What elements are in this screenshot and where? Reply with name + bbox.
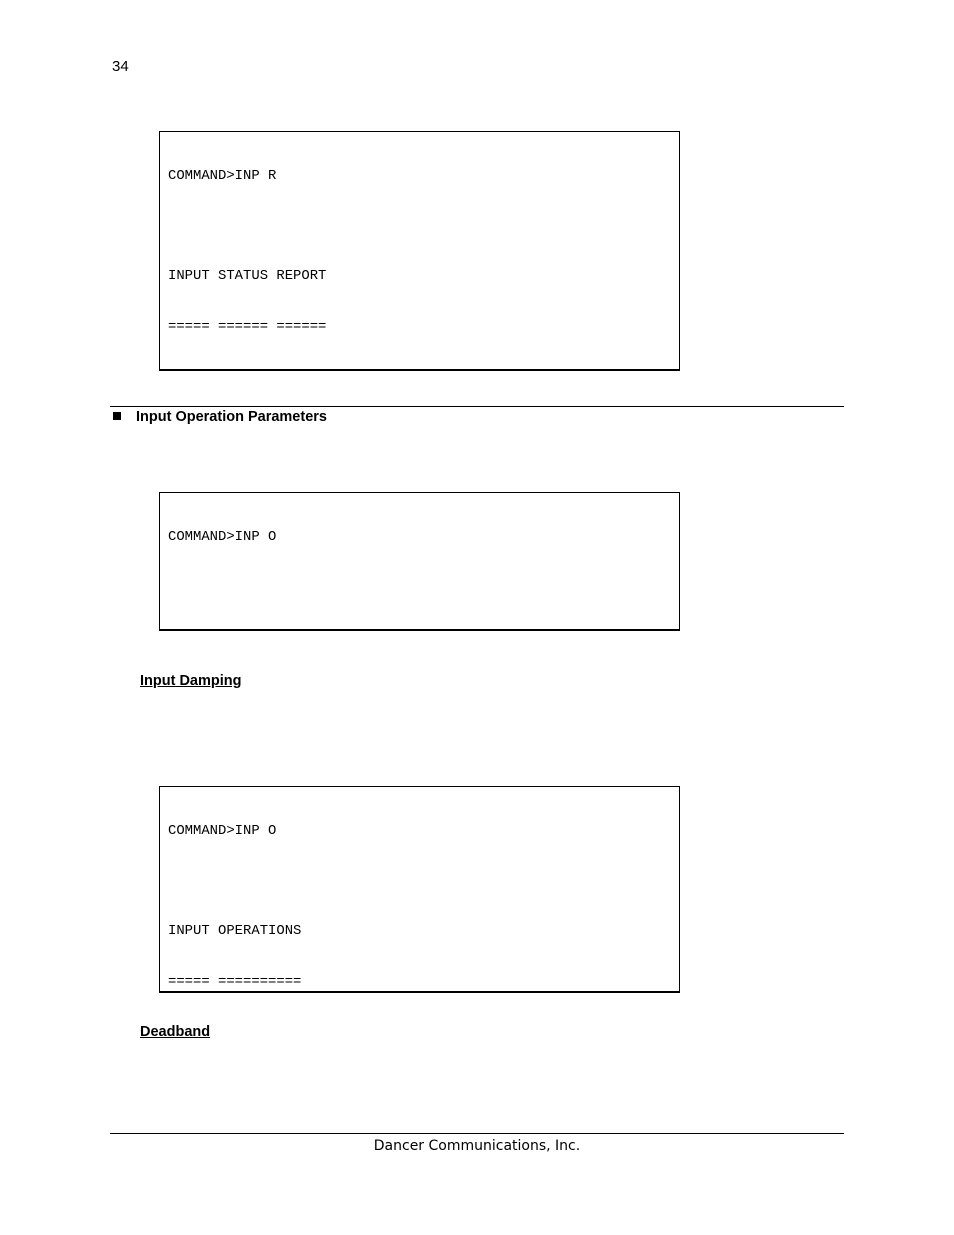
terminal-line: [168, 218, 679, 235]
input-damping-terminal: [159, 786, 680, 993]
terminal-line: COMMAND>INP O: [168, 528, 277, 545]
section-heading-text: Input Operation Parameters: [136, 409, 327, 425]
footer-company: Dancer Communications, Inc.: [373, 1138, 581, 1154]
terminal-line: INPUT STATUS REPORT: [168, 268, 327, 285]
footer-divider: [110, 1133, 844, 1134]
section-heading: [113, 409, 327, 425]
input-damping-heading: Input Damping: [140, 673, 242, 689]
terminal-line: COMMAND>INP R: [168, 167, 277, 184]
square-bullet-icon: [113, 412, 121, 420]
terminal-line: ===== ==========: [168, 973, 302, 990]
terminal-line: [168, 369, 679, 371]
terminal-line: COMMAND>INP O: [168, 822, 277, 839]
page-number: 34: [112, 58, 129, 75]
terminal-line: INPUT OPERATIONS: [168, 923, 302, 940]
input-status-report-terminal: [159, 131, 680, 371]
terminal-line: [168, 579, 679, 596]
terminal-line: [168, 873, 679, 890]
input-operations-terminal: [159, 492, 680, 631]
terminal-line: ===== ====== ======: [168, 318, 327, 335]
section-divider: [110, 406, 844, 407]
terminal-line: [168, 629, 679, 631]
deadband-heading: Deadband: [140, 1024, 211, 1040]
